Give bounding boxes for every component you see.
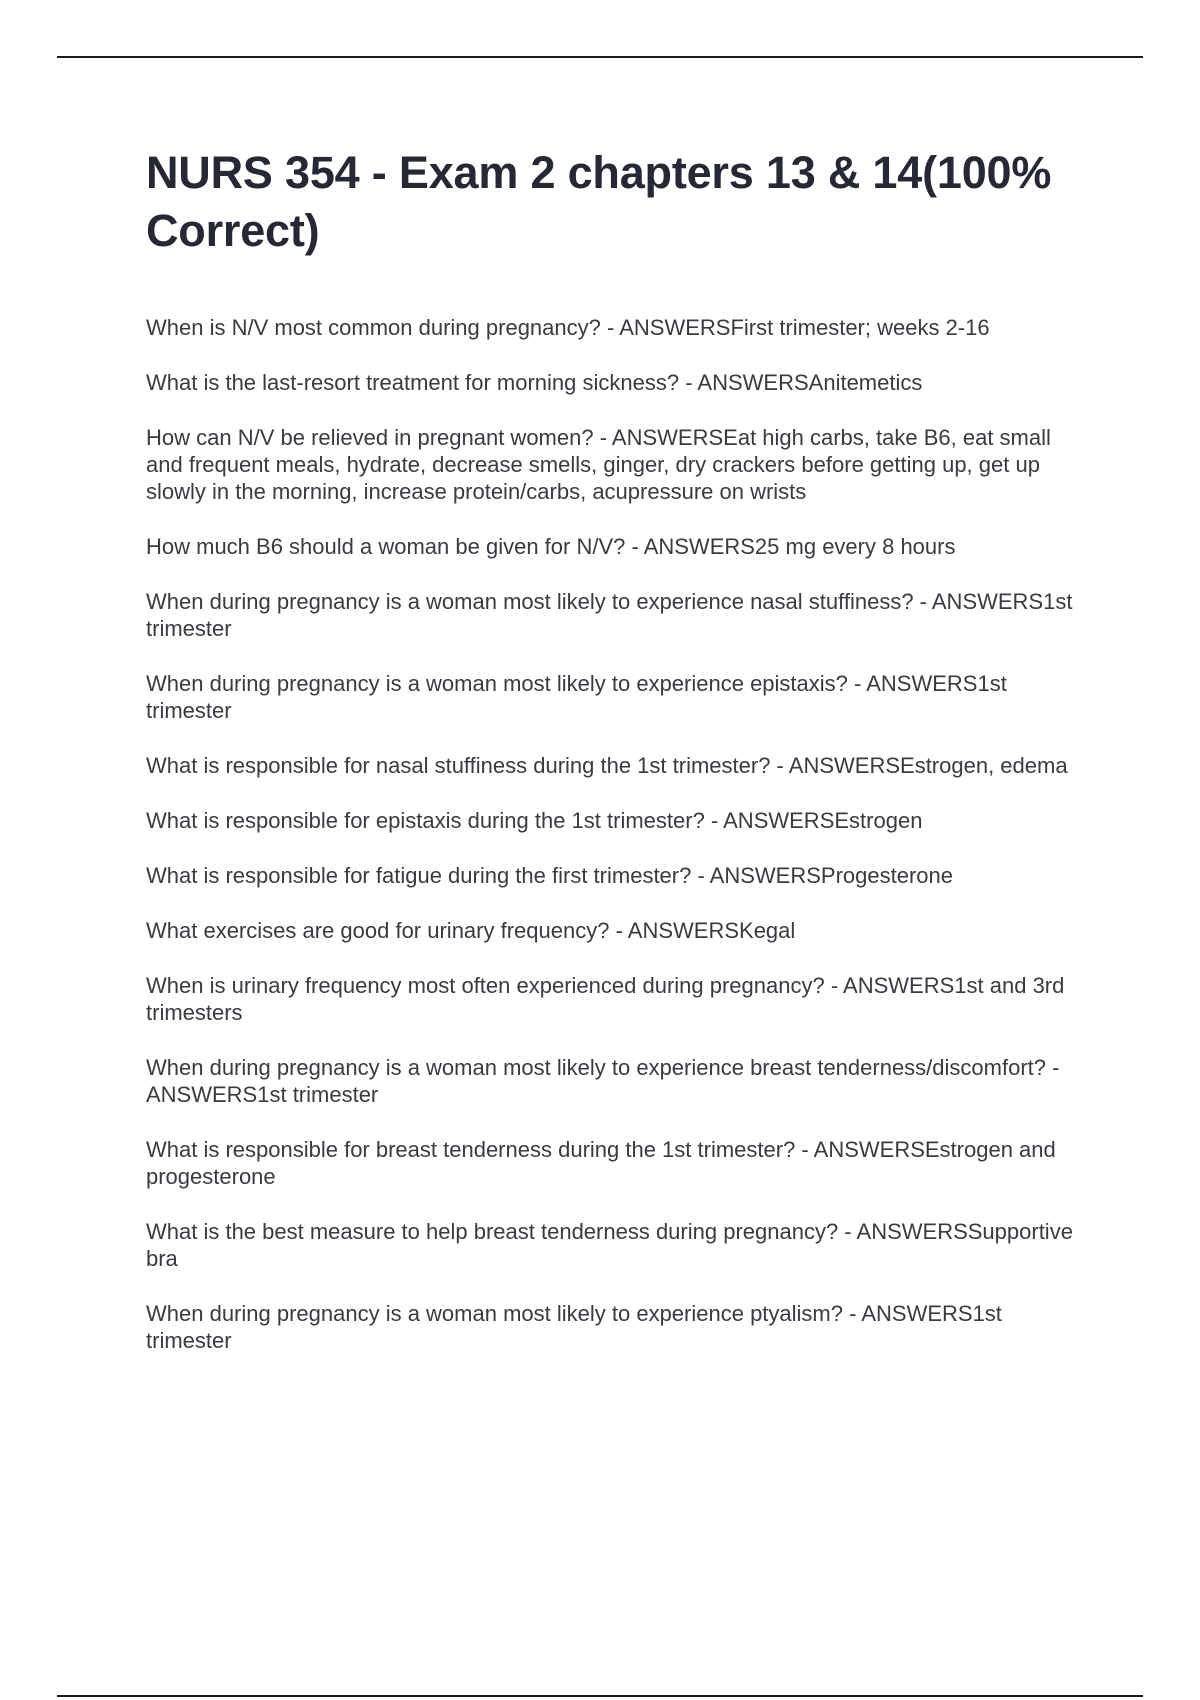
document-title: NURS 354 - Exam 2 chapters 13 & 14(100% Correct) <box>146 147 1052 256</box>
qa-item: What exercises are good for urinary frequency? - ANSWERSKegal <box>146 918 796 943</box>
qa-item: What is the best measure to help breast tenderness during pregnancy? - ANSWERSSupportive bra <box>146 1219 1073 1271</box>
qa-item: What is responsible for fatigue during the first trimester? - ANSWERSProgesterone <box>146 863 954 888</box>
qa-item: How much B6 should a woman be given for N/V? - ANSWERS25 mg every 8 hours <box>146 534 956 559</box>
qa-item: What is responsible for nasal stuffiness during the 1st trimester? - ANSWERSEstrogen, edema <box>146 753 1068 778</box>
qa-list <box>146 314 1086 1354</box>
qa-item: When during pregnancy is a woman most likely to experience ptyalism? - ANSWERS1st trimester <box>146 1301 1002 1353</box>
qa-item: What is responsible for breast tenderness during the 1st trimester? - ANSWERSEstrogen and progesterone <box>146 1137 1056 1189</box>
bottom-divider <box>57 1695 1143 1697</box>
qa-item: What is the last-resort treatment for morning sickness? - ANSWERSAnitemetics <box>146 370 923 395</box>
document-body <box>146 144 1086 1382</box>
qa-item: When is urinary frequency most often experienced during pregnancy? - ANSWERS1st and 3rd trimesters <box>146 973 1065 1025</box>
qa-item: When during pregnancy is a woman most likely to experience nasal stuffiness? - ANSWERS1st trimester <box>146 589 1073 641</box>
qa-item: When is N/V most common during pregnancy? - ANSWERSFirst trimester; weeks 2-16 <box>146 315 990 340</box>
top-divider <box>57 56 1143 58</box>
qa-item: When during pregnancy is a woman most likely to experience breast tenderness/discomfort? - ANSWERS1st trimester <box>146 1055 1060 1107</box>
qa-item: How can N/V be relieved in pregnant women? - ANSWERSEat high carbs, take B6, eat small and frequent meals, hydrate, decrease smells, ginger, dry crackers before getting up, get up slowly in the morning, increase protein/carbs, acupressure on wrists <box>146 425 1051 504</box>
qa-item: When during pregnancy is a woman most likely to experience epistaxis? - ANSWERS1st trimester <box>146 671 1007 723</box>
qa-item: What is responsible for epistaxis during the 1st trimester? - ANSWERSEstrogen <box>146 808 923 833</box>
